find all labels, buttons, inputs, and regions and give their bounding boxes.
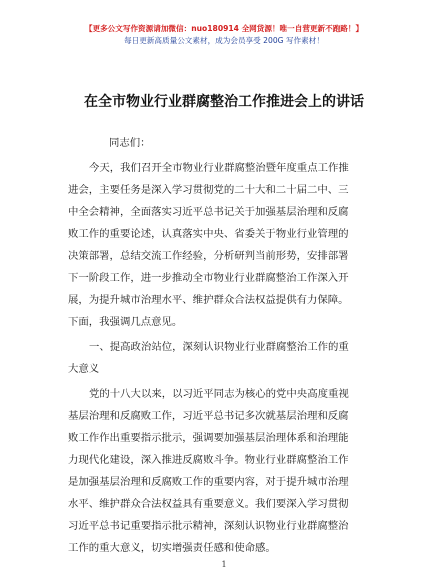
body-line: 水平、维护群众合法权益具有重要意义。我们要深入学习贯彻: [68, 498, 349, 510]
body-line: 是加强基层治理和反腐败工作的重要内容，对于提升城市治理: [68, 476, 349, 488]
body-line: 败工作作出重要指示批示，强调要加强基层治理体系和治理能: [68, 432, 349, 444]
body-line: 今天，我们召开全市物业行业群腐整治暨年度重点工作推: [89, 162, 349, 174]
body-line: 败工作的重要论述，认真落实中央、省委关于物业行业管理的: [68, 228, 349, 240]
body-line: 工作的重大意义，切实增强责任感和使命感。: [68, 542, 276, 554]
body-line: 进会，主要任务是深入学习贯彻党的二十大和二十届二中、三: [68, 184, 349, 196]
body-line: 下面，我强调几点意见。: [68, 316, 183, 328]
document-title: 在全市物业行业群腐整治工作推进会上的讲话: [84, 94, 364, 110]
salutation: 同志们：: [109, 137, 151, 149]
body-line: 下一阶段工作，进一步推动全市物业行业群腐整治工作深入开: [68, 272, 349, 284]
section-heading: 一、提高政治站位，深刻认识物业行业群腐整治工作的重: [89, 341, 349, 353]
page-number: 1: [221, 560, 227, 569]
body-line: 基层治理和反腐败工作，习近平总书记多次就基层治理和反腐: [68, 410, 349, 422]
body-line: 展，为提升城市治理水平、维护群众合法权益提供有力保障。: [68, 294, 349, 306]
promo-banner-line-1: 【更多公文写作资源请加微信：nuo180914 全网货源！唯一自营更新不跑路！】: [84, 24, 364, 33]
body-line: 决策部署，总结交流工作经验，分析研判当前形势，安排部署: [68, 250, 349, 262]
section-heading: 大意义: [68, 363, 100, 375]
body-line: 党的十八大以来，以习近平同志为核心的党中央高度重视: [89, 388, 349, 400]
body-line: 力现代化建设，深入推进反腐败斗争。物业行业群腐整治工作: [68, 454, 349, 466]
body-line: 中全会精神，全面落实习近平总书记关于加强基层治理和反腐: [68, 206, 349, 218]
promo-banner-line-2: 每日更新高质量公文素材，成为会员享受 200G 写作素材！: [124, 36, 324, 45]
body-line: 习近平总书记重要指示批示精神，深刻认识物业行业群腐整治: [68, 520, 349, 532]
